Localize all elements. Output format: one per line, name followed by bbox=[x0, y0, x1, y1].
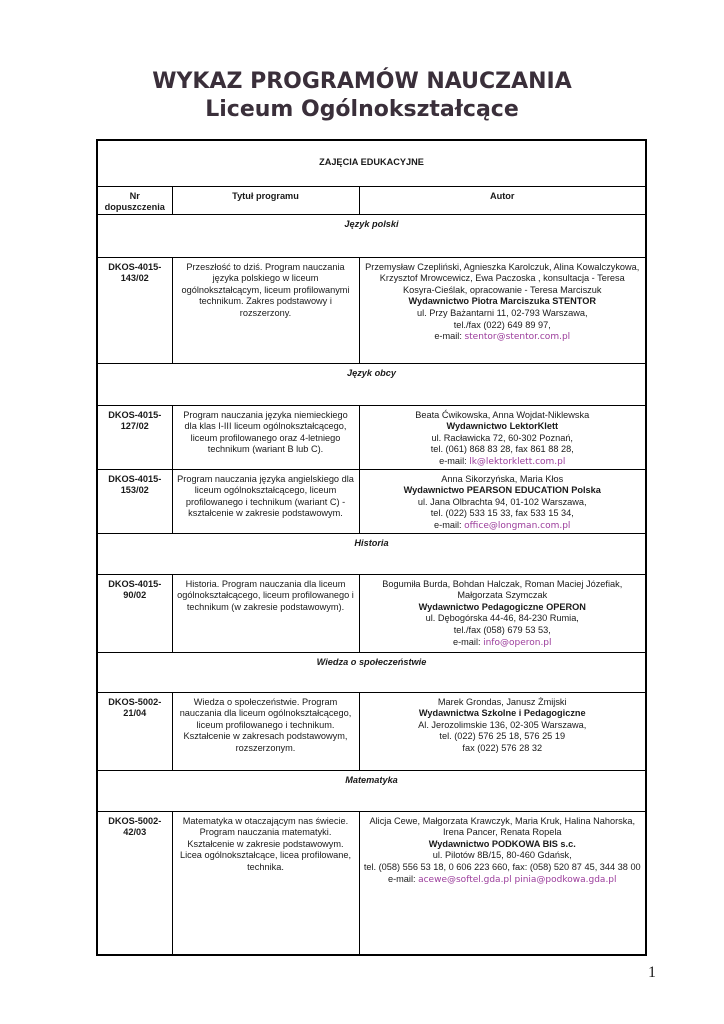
publisher-phone: tel./fax (022) 649 89 97, bbox=[453, 319, 551, 330]
approval-number: DKOS-4015-143/02 bbox=[97, 257, 172, 363]
email-link[interactable]: acewe@softel.gda.pl pinia@podkowa.gda.pl bbox=[418, 874, 617, 885]
authors: Beata Ćwikowska, Anna Wojdat-Niklewska bbox=[415, 409, 590, 420]
publisher-phone: tel. (058) 556 53 18, 0 606 223 660, fax: (058) 520 87 45, 344 38 00 bbox=[363, 862, 641, 873]
publisher: Wydawnictwo LektorKlett bbox=[446, 421, 559, 432]
email-label: e-mail: bbox=[434, 331, 465, 342]
author-cell bbox=[359, 811, 646, 955]
publisher-address: ul. Dębogórska 44-46, 84-230 Rumia, bbox=[425, 613, 579, 624]
email-link[interactable]: lk@lektorklett.com.pl bbox=[469, 457, 566, 468]
publisher: Wydawnictwo PEARSON EDUCATION Polska bbox=[403, 485, 601, 496]
program-title: Program nauczania języka niemieckiego dla klas I-III liceum ogólnokształcącego, liceum profilowanego oraz 4-letniego technikum (wariant B lub C). bbox=[172, 405, 359, 469]
approval-number: DKOS-5002-21/04 bbox=[97, 692, 172, 770]
section-row bbox=[97, 533, 646, 574]
publisher: Wydawnictwo PODKOWA BIS s.c. bbox=[428, 838, 576, 849]
author-cell bbox=[359, 574, 646, 652]
author-cell bbox=[359, 257, 646, 363]
authors: Anna Sikorzyńska, Maria Kłos bbox=[441, 473, 564, 484]
section-row bbox=[97, 363, 646, 405]
email-label: e-mail: bbox=[434, 520, 465, 531]
publisher: Wydawnictwo Pedagogiczne OPERON bbox=[418, 601, 586, 612]
approval-number: DKOS-4015-153/02 bbox=[97, 469, 172, 533]
email-line bbox=[364, 874, 642, 887]
email-line bbox=[364, 456, 642, 469]
column-header-author: Autor bbox=[359, 186, 646, 214]
author-cell bbox=[359, 469, 646, 533]
email-line bbox=[364, 520, 642, 533]
approval-number: DKOS-4015-127/02 bbox=[97, 405, 172, 469]
program-title: Wiedza o społeczeństwie. Program nauczania dla liceum ogólnokształcącego, liceum profilowanego i technikum. Kształcenie w zakresach podstawowym, rozszerzonym. bbox=[172, 692, 359, 770]
title-line-1: WYKAZ PROGRAMÓW NAUCZANIA bbox=[152, 69, 572, 94]
program-title: Program nauczania języka angielskiego dla liceum ogólnokształcącego, liceum profilowanego i technikum (wariant C) - kształcenie w zakresie podstawowym. bbox=[172, 469, 359, 533]
program-title: Historia. Program nauczania dla liceum ogólnokształcącego, liceum profilowanego i technikum (w zakresie podstawowym). bbox=[172, 574, 359, 652]
programs-table bbox=[96, 139, 647, 956]
publisher-phone: tel. (022) 576 25 18, 576 25 19 bbox=[439, 731, 566, 742]
section-title: Historia bbox=[97, 533, 646, 574]
publisher-address: Al. Jerozolimskie 136, 02-305 Warszawa, bbox=[418, 719, 587, 730]
approval-number: DKOS-4015-90/02 bbox=[97, 574, 172, 652]
table-row bbox=[97, 811, 646, 955]
program-title: Matematyka w otaczającym nas świecie. Program nauczania matematyki. Kształcenie w zakresie podstawowym. Licea ogólnokształcące, licea profilowane, technika. bbox=[172, 811, 359, 955]
publisher-phone: tel. (061) 868 83 28, fax 861 88 28, bbox=[430, 444, 574, 455]
publisher-fax: fax (022) 576 28 32 bbox=[462, 743, 543, 754]
authors: Bogumiła Burda, Bohdan Halczak, Roman Maciej Józefiak, Małgorzata Szymczak bbox=[382, 578, 623, 601]
section-title: Język polski bbox=[97, 214, 646, 257]
authors: Przemysław Czepliński, Agnieszka Karolczuk, Alina Kowalczykowa, Krzysztof Mrowcewicz, Ewa Paczoska , konsultacja - Teresa Kosyra-Cieślak, opracowanie - Teresa Marciszuk bbox=[365, 261, 640, 295]
authors: Alicja Cewe, Małgorzata Krawczyk, Maria Kruk, Halina Nahorska, Irena Pancer, Renata Ropela bbox=[369, 815, 635, 838]
author-cell bbox=[359, 405, 646, 469]
column-header-row bbox=[97, 186, 646, 214]
approval-number: DKOS-5002-42/03 bbox=[97, 811, 172, 955]
section-title: Język obcy bbox=[97, 363, 646, 405]
section-title: Matematyka bbox=[97, 770, 646, 811]
publisher: Wydawnictwo Piotra Marciszuka STENTOR bbox=[408, 296, 597, 307]
table-row bbox=[97, 257, 646, 363]
publisher-address: ul. Przy Bażantarni 11, 02-793 Warszawa, bbox=[416, 308, 588, 319]
publisher-address: ul. Jana Olbrachta 94, 01-102 Warszawa, bbox=[417, 496, 587, 507]
table-row bbox=[97, 692, 646, 770]
title-line-2: Liceum Ogólnokształcące bbox=[205, 97, 519, 122]
publisher-address: ul. Pilotów 8B/15, 80-460 Gdańsk, bbox=[432, 850, 572, 861]
document-title bbox=[0, 68, 724, 124]
author-cell bbox=[359, 692, 646, 770]
table-row bbox=[97, 405, 646, 469]
authors: Marek Grondas, Janusz Żmijski bbox=[437, 696, 567, 707]
table-row bbox=[97, 469, 646, 533]
email-link[interactable]: office@longman.com.pl bbox=[464, 521, 571, 532]
column-header-nr-line2: dopuszczenia bbox=[104, 202, 165, 213]
publisher-phone: tel. (022) 533 15 33, fax 533 15 34, bbox=[430, 508, 574, 519]
email-line bbox=[364, 331, 642, 344]
section-row bbox=[97, 770, 646, 811]
column-header-title: Tytuł programu bbox=[172, 186, 359, 214]
email-label: e-mail: bbox=[439, 456, 470, 467]
column-header-nr bbox=[97, 186, 172, 214]
publisher-phone: tel./fax (058) 679 53 53, bbox=[453, 625, 551, 636]
section-row bbox=[97, 214, 646, 257]
publisher: Wydawnictwa Szkolne i Pedagogiczne bbox=[418, 708, 586, 719]
page-number: 1 bbox=[648, 964, 656, 981]
program-title: Przeszłość to dziś. Program nauczania języka polskiego w liceum ogólnokształcącym, liceum profilowanymi technikum. Zakres podstawowy i rozszerzony. bbox=[172, 257, 359, 363]
email-link[interactable]: stentor@stentor.com.pl bbox=[464, 332, 571, 343]
email-link[interactable]: info@operon.pl bbox=[483, 637, 552, 648]
column-header-nr-line1: Nr bbox=[129, 190, 140, 201]
table-main-header-row bbox=[97, 140, 646, 186]
publisher-address: ul. Racławicka 72, 60-302 Poznań, bbox=[431, 432, 573, 443]
email-label: e-mail: bbox=[387, 873, 419, 884]
main-header: ZAJĘCIA EDUKACYJNE bbox=[97, 140, 646, 186]
section-row bbox=[97, 652, 646, 692]
email-label: e-mail: bbox=[452, 636, 484, 647]
email-line bbox=[364, 637, 642, 650]
table-row bbox=[97, 574, 646, 652]
section-title: Wiedza o społeczeństwie bbox=[97, 652, 646, 692]
